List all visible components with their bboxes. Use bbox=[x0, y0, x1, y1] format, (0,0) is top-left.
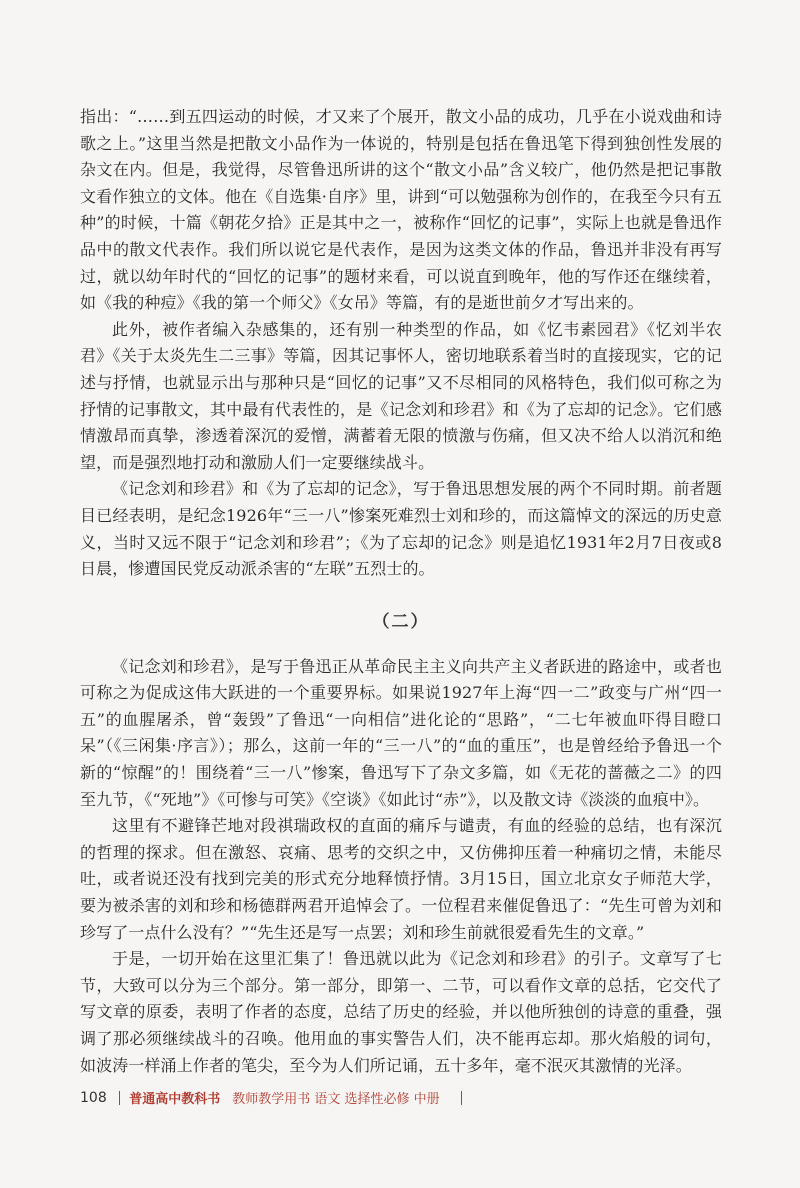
paragraph-1: 指出：“……到五四运动的时候，才又来了个展开，散文小品的成功，几乎在小说戏曲和诗歌之上。”这里当然是把散文小品作为一体说的，特别是包括在鲁迅笔下得到独创性发展的杂文在内。但是，我觉得，尽管鲁迅所讲的这个“散文小品”含义较广，他仍然是把记事散文看作独立的文体。他在《自选集·自序》里，讲到“可以勉强称为创作的，在我至今只有五种”的时候，十篇《朝花夕拾》正是其中之一，被称作“回忆的记事”，实际上也就是鲁迅作品中的散文代表作。我们所以说它是代表作，是因为这类文体的作品，鲁迅并非没有再写过，就以幼年时代的“回忆的记事”的题材来看，可以说直到晚年，他的写作还在继续着，如《我的种痘》《我的第一个师父》《女吊》等篇，有的是逝世前夕才写出来的。 bbox=[80, 107, 722, 313]
page-number: 108 bbox=[80, 1089, 107, 1106]
paragraph-3: 《记念刘和珍君》和《为了忘却的记念》，写于鲁迅思想发展的两个不同时期。前者题目已经表明，是纪念1926年“三一八”惨案死难烈士刘和珍的，而这篇悼文的深远的历史意义，当时又远不限于“记念刘和珍君”；《为了忘却的记念》则是追忆1931年2月7日夜或8日晨，惨遭国民党反动派杀害的“左联”五烈士的。 bbox=[80, 479, 722, 579]
footer-divider-right bbox=[461, 1091, 463, 1105]
page-body bbox=[80, 104, 722, 1079]
footer-subtitle: 教师教学用书 语文 选择性必修 中册 bbox=[232, 1092, 440, 1107]
footer-divider-left bbox=[119, 1091, 121, 1105]
footer-book-title: 普通高中教科书 bbox=[129, 1092, 221, 1107]
paragraph-4: 《记念刘和珍君》，是写于鲁迅正从革命民主主义向共产主义者跃进的路途中，或者也可称之为促成这伟大跃进的一个重要界标。如果说1927年上海“四一二”政变与广州“四一五”的血腥屠杀，曾“轰毁”了鲁迅“一向相信”进化论的“思路”，“二七年被血吓得目瞪口呆”（《三闲集·序言》）；那么，这前一年的“三一八”的“血的重压”，也是曾经给予鲁迅一个新的“惊醒”的！围绕着“三一八”惨案，鲁迅写下了杂文多篇，如《无花的蔷薇之二》的四至九节，《“死地”》《可惨与可笑》《空谈》《如此讨“赤”》，以及散文诗《淡淡的血痕中》。 bbox=[80, 656, 722, 809]
paragraph-6: 于是，一切开始在这里汇集了！鲁迅就以此为《记念刘和珍君》的引子。文章写了七节，大致可以分为三个部分。第一部分，即第一、二节，可以看作文章的总括，它交代了写文章的原委，表明了作者的态度，总结了历史的经验，并以他所独创的诗意的重叠，强调了那必须继续战斗的召唤。他用血的事实警告人们，决不能再忘却。那火焰般的词句，如波涛一样涌上作者的笔尖，至今为人们所记诵，五十多年，毫不泯灭其激情的光泽。 bbox=[80, 949, 722, 1075]
paragraph-2: 此外，被作者编入杂感集的，还有别一种类型的作品，如《忆韦素园君》《忆刘半农君》《关于太炎先生二三事》等篇，因其记事怀人，密切地联系着当时的直接现实，它的记述与抒情，也就显示出与那种只是“回忆的记事”又不尽相同的风格特色，我们似可称之为抒情的记事散文，其中最有代表性的，是《记念刘和珍君》和《为了忘却的记念》。它们感情激昂而真挚，渗透着深沉的爱憎，满蓄着无限的愤激与伤痛，但又决不给人以消沉和绝望，而是强烈地打动和激励人们一定要继续战斗。 bbox=[80, 319, 722, 472]
paragraph-5: 这里有不避锋芒地对段祺瑞政权的直面的痛斥与谴责，有血的经验的总结，也有深沉的哲理的探求。但在激怒、哀痛、思考的交织之中，又仿佛抑压着一种痛切之情，未能尽吐，或者说还没有找到完美的形式充分地释愤抒情。3月15日，国立北京女子师范大学，要为被杀害的刘和珍和杨德群两君开追悼会了。一位程君来催促鲁迅了：“先生可曾为刘和珍写了一点什么没有？”“先生还是写一点罢；刘和珍生前就很爱看先生的文章。” bbox=[80, 816, 722, 942]
page-footer bbox=[80, 1088, 462, 1107]
section-heading: （二） bbox=[372, 611, 430, 632]
